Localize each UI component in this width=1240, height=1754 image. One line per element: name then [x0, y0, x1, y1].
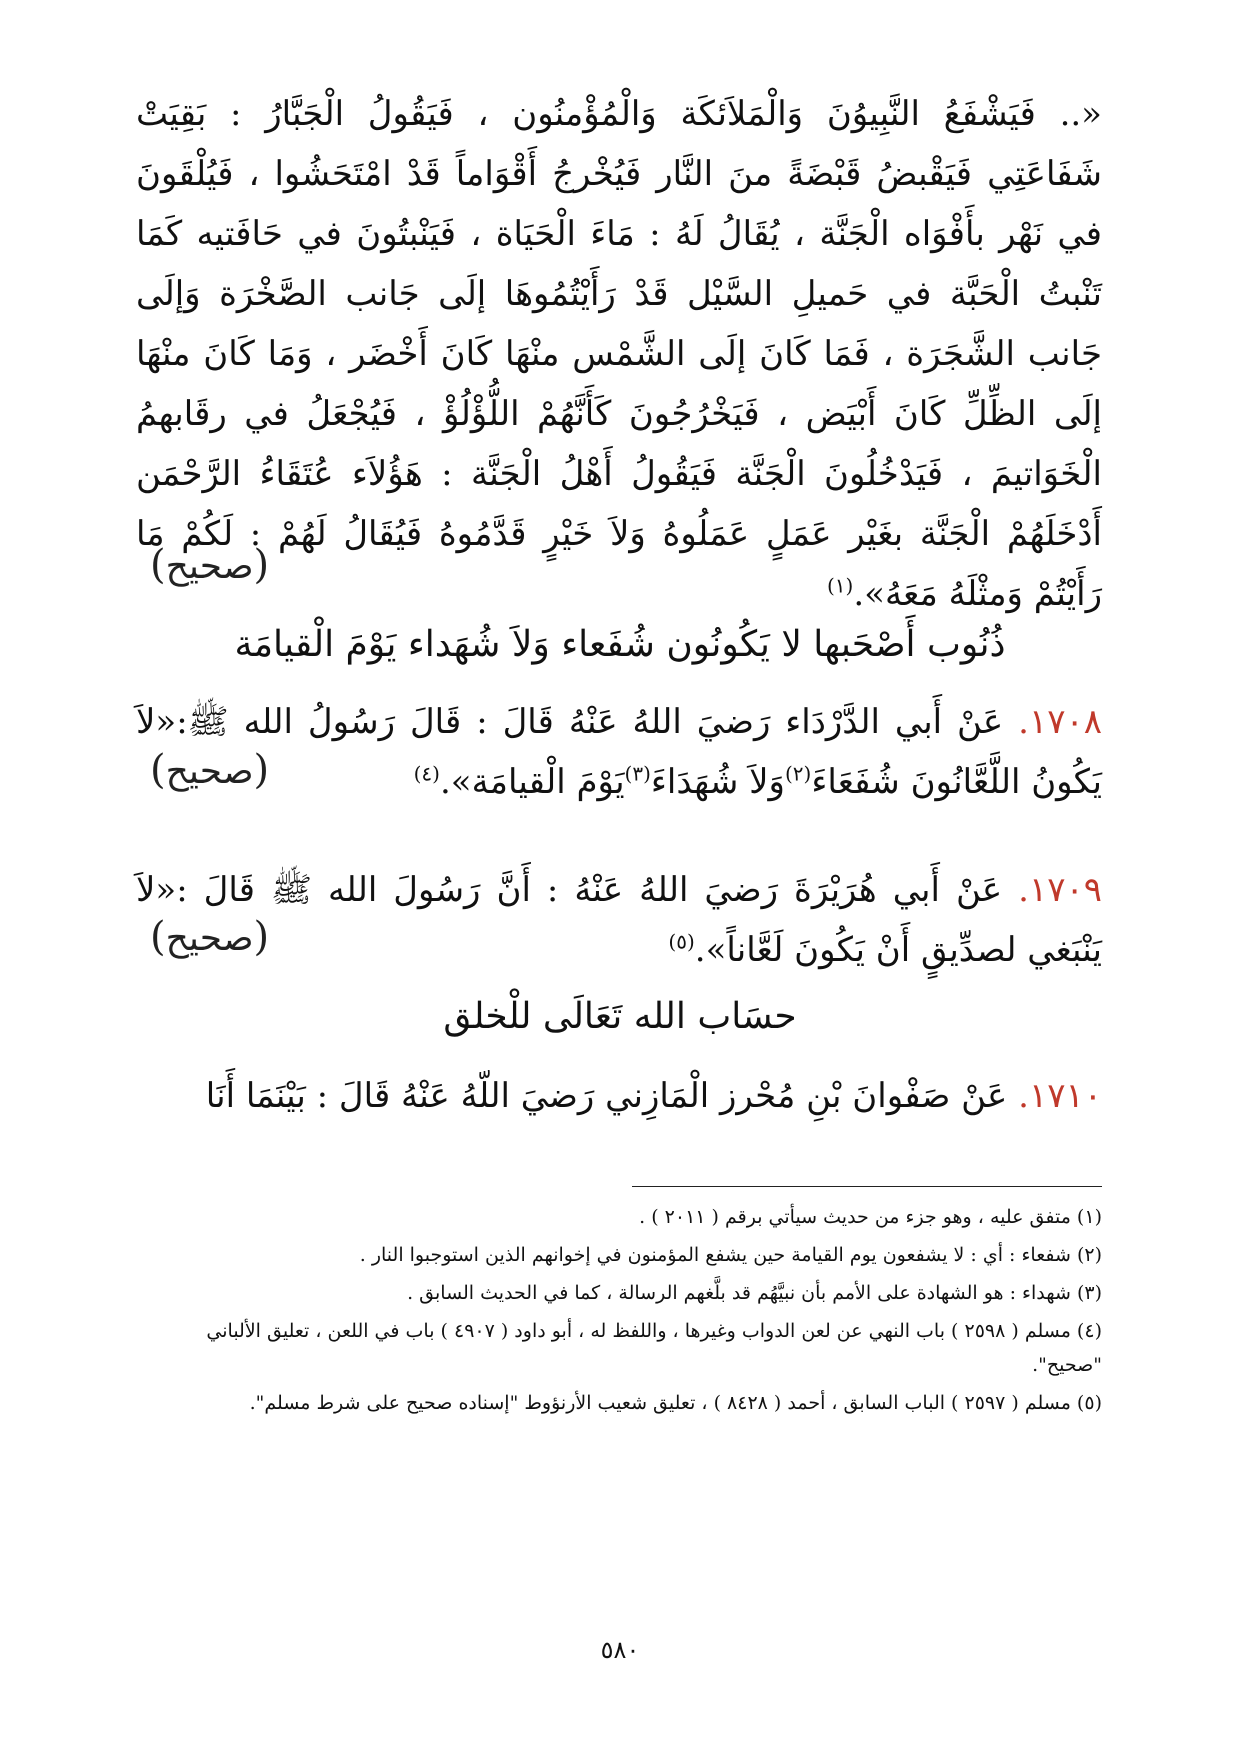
- hadith-paragraph-1708: [136, 692, 1102, 812]
- footnote-ref-2[interactable]: (٢): [784, 761, 812, 786]
- footnote-4: (٤) مسلم ( ٢٥٩٨ ) باب النهي عن لعن الدواب وغيرها ، واللفظ له ، أبو داود ( ٤٩٠٧ ) باب في اللعن ، تعليق الألباني "صحيح".: [206, 1320, 1102, 1376]
- footnote-2: (٢) شفعاء : أي : لا يشفعون يوم القيامة حين يشفع المؤمنون في إخوانهم الذين استوجبوا النار .: [359, 1244, 1102, 1266]
- hadith-continuation-paragraph: [136, 84, 1102, 624]
- footnote-5: (٥) مسلم ( ٢٥٩٧ ) الباب السابق ، أحمد ( ٨٤٢٨ ) ، تعليق شعيب الأرنؤوط "إسناده صحيح على شرط مسلم".: [249, 1392, 1102, 1414]
- footnote-ref-3[interactable]: (٣): [624, 761, 651, 786]
- page-number: ٥٨٠: [600, 1636, 640, 1664]
- grade-badge: (صحيح): [150, 747, 270, 793]
- section-heading: ذُنُوب أَصْحَبها لا يَكُونُون شُفَعاء وَلاَ شُهَداء يَوْمَ الْقيامَة: [234, 624, 1006, 665]
- footnote-ref-5[interactable]: (٥): [668, 929, 695, 954]
- footnote-divider: [632, 1186, 1102, 1187]
- footnote-ref-4[interactable]: (٤): [413, 761, 440, 786]
- hadith-text: «.. فَيَشْفَعُ النَّبِيوُنَ وَالْمَلاَئكَة وَالْمُؤْمنُون ، فَيَقُولُ الْجَبَّارُ : بَقِيَتْ شَفَاعَتِي فَيَقْبضُ قَبْضَةً منَ النَّار فَيُخْرجُ أَقْوَاماً قَدْ امْتَحَشُوا ، فَيُلْقَونَ في نَهْر بأَفْوَاه الْجَنَّة ، يُقَالُ لَهُ : مَاءَ الْحَيَاة ، فَيَنْبتُونَ في حَافَتيه كَمَا تَنْبتُ الْحَبَّة في حَميلِ السَّيْل قَدْ رَأَيْتُمُوهَا إلَى جَانب الصَّخْرَة وَإلَى جَانب الشَّجَرَة ، فَمَا كَانَ إلَى الشَّمْس منْهَا كَانَ أَخْضَر ، وَمَا كَانَ منْهَا إلَى الظِّلِّ كَانَ أَبْيَض ، فَيَخْرُجُونَ كَأَنَّهُمْ اللُّؤْلُؤْ ، فَيُجْعَلُ في رقَابهمُ الْخَوَاتيمَ ، فَيَدْخُلُونَ الْجَنَّة فَيَقُولُ أَهْلُ الْجَنَّة : هَؤُلاَء عُتَقَاءُ الرَّحْمَن أَدْخَلَهُمْ الْجَنَّة بغَيْر عَمَلٍ عَمَلُوهُ وَلاَ خَيْرٍ قَدَّمُوهُ فَيُقَالُ لَهُمْ : لَكُمْ مَا رَأَيْتُمْ وَمثْلَهُ مَعَهُ».: [136, 94, 1102, 614]
- grade-label: صحيح: [165, 918, 254, 959]
- grade-badge: (صحيح): [150, 914, 270, 960]
- hadith-number: ١٧٠٩.: [1018, 870, 1102, 910]
- footnote-1: (١) متفق عليه ، وهو جزء من حديث سيأتي برقم ( ٢٠١١ ) .: [639, 1206, 1102, 1228]
- section-heading: حسَاب الله تَعَالَى للْخلق: [443, 996, 797, 1037]
- grade-badge: (صحيح): [150, 542, 270, 588]
- footnote-3: (٣) شهداء : هو الشهادة على الأمم بأن نبيَّهُم قد بلَّغهم الرسالة ، كما في الحديث السابق .: [407, 1282, 1102, 1304]
- grade-label: صحيح: [165, 751, 254, 792]
- hadith-text: وَلاَ شُهَدَاءَ: [650, 762, 785, 802]
- footnote-ref-1[interactable]: (١): [826, 573, 854, 598]
- hadith-text: عَنْ أَبي الدَّرْدَاء رَضيَ اللهُ عَنْهُ قَالَ : قَالَ رَسُولُ الله ﷺ:«لاَ يَكُونُ اللَّعَّانُونَ شُفَعَاءَ: [136, 702, 1102, 802]
- hadith-text: عَنْ أَبي هُرَيْرَةَ رَضيَ اللهُ عَنْهُ : أَنَّ رَسُولَ الله ﷺ قَالَ :«لاَ يَنْبَغي لصدِّيقٍ أَنْ يَكُونَ لَعَّاناً».: [136, 870, 1102, 970]
- hadith-text: يَوْمَ الْقيامَة».: [439, 762, 625, 802]
- grade-label: صحيح: [165, 546, 254, 587]
- hadith-paragraph-1709: [136, 860, 1102, 980]
- hadith-number: ١٧١٠.: [1018, 1076, 1102, 1116]
- hadith-text: عَنْ صَفْوانَ بْنِ مُحْرز الْمَازِني رَضيَ اللّهُ عَنْهُ قَالَ : بَيْنَمَا أَنَا: [205, 1076, 1019, 1116]
- hadith-number: ١٧٠٨.: [1018, 702, 1102, 742]
- hadith-paragraph-1710: [136, 1066, 1102, 1126]
